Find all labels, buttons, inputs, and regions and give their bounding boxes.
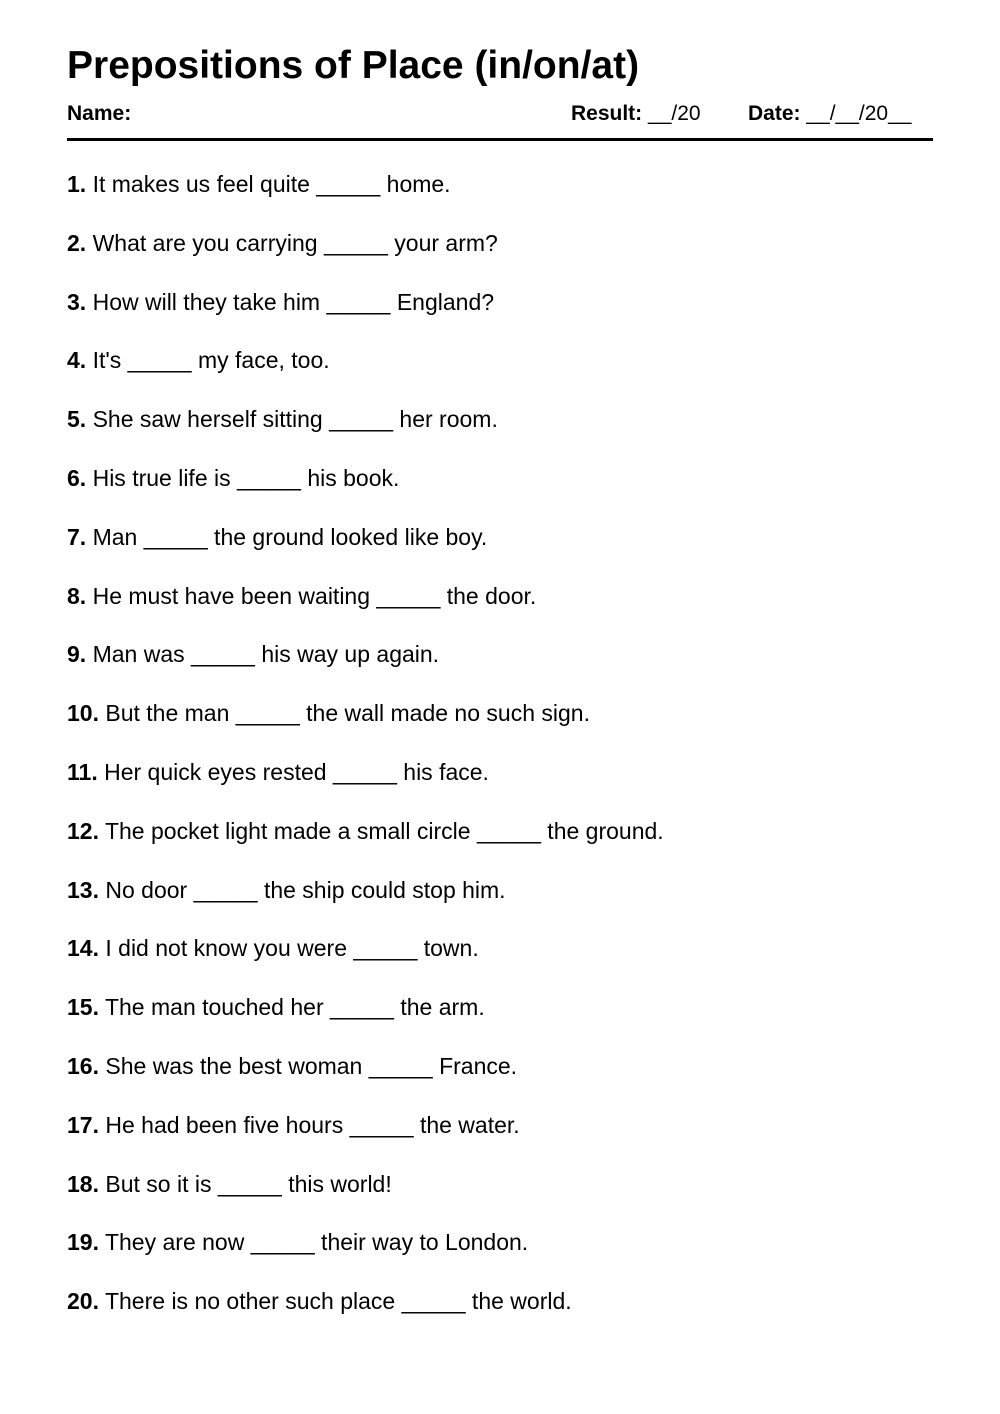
question-text: How will they take him _____ England?: [92, 288, 495, 315]
question-number: 17.: [67, 1111, 99, 1138]
question-number: 2.: [67, 229, 87, 256]
result-label: Result:: [571, 102, 643, 125]
question-text: He had been five hours _____ the water.: [105, 1111, 520, 1138]
result-field: [571, 102, 701, 126]
question-item: [67, 934, 664, 993]
question-item: [67, 1228, 664, 1287]
question-text: But the man _____ the wall made no such sign.: [105, 700, 590, 727]
question-item: [67, 993, 664, 1052]
question-number: 6.: [67, 464, 87, 491]
question-text: It makes us feel quite _____ home.: [92, 171, 451, 197]
question-item: [67, 170, 664, 229]
question-number: 5.: [67, 406, 87, 433]
question-text: She saw herself sitting _____ her room.: [92, 406, 498, 433]
question-number: 3.: [67, 288, 87, 315]
question-number: 11.: [67, 758, 98, 785]
question-text: There is no other such place _____ the world.: [104, 1288, 572, 1315]
question-item: [67, 1287, 664, 1346]
question-number: 16.: [67, 1052, 99, 1079]
question-item: [67, 288, 664, 347]
question-number: 10.: [67, 700, 99, 727]
result-value: __/20: [648, 102, 701, 125]
question-item: [67, 346, 664, 405]
question-text: She was the best woman _____ France.: [105, 1052, 518, 1079]
question-item: [67, 699, 664, 758]
question-text: His true life is _____ his book.: [92, 464, 400, 491]
question-item: [67, 464, 664, 523]
question-text: The pocket light made a small circle _____ the ground.: [104, 817, 664, 844]
question-list: [67, 170, 664, 1346]
question-text: It's _____ my face, too.: [92, 347, 330, 374]
question-text: No door _____ the ship could stop him.: [105, 876, 506, 903]
question-number: 14.: [67, 935, 99, 962]
question-number: 18.: [67, 1170, 99, 1197]
header-divider: [67, 138, 933, 141]
question-item: [67, 640, 664, 699]
question-item: [67, 582, 664, 641]
question-item: [67, 229, 664, 288]
question-text: Her quick eyes rested _____ his face.: [104, 758, 489, 785]
question-number: 4.: [67, 347, 87, 374]
question-number: 13.: [67, 876, 99, 903]
question-number: 7.: [67, 523, 87, 550]
question-text: Man _____ the ground looked like boy.: [92, 523, 488, 550]
question-number: 12.: [67, 817, 99, 844]
question-text: They are now _____ their way to London.: [104, 1229, 529, 1256]
question-number: 9.: [67, 641, 87, 668]
question-text: He must have been waiting _____ the door.: [92, 582, 537, 609]
question-number: 8.: [67, 582, 87, 609]
question-text: What are you carrying _____ your arm?: [92, 229, 498, 256]
question-item: [67, 523, 664, 582]
question-number: 20.: [67, 1288, 99, 1315]
question-item: [67, 405, 664, 464]
question-text: The man touched her _____ the arm.: [104, 994, 485, 1021]
question-item: [67, 758, 664, 817]
question-number: 15.: [67, 994, 99, 1021]
worksheet-title: Prepositions of Place (in/on/at): [67, 44, 640, 87]
question-text: Man was _____ his way up again.: [92, 641, 440, 668]
date-value: __/__/20__: [806, 102, 912, 125]
question-item: [67, 876, 664, 935]
question-item: [67, 1170, 664, 1229]
question-number: 1.: [67, 171, 87, 197]
question-number: 19.: [67, 1229, 99, 1256]
name-label: Name:: [67, 102, 132, 125]
question-item: [67, 1111, 664, 1170]
date-label: Date:: [748, 102, 801, 125]
question-text: I did not know you were _____ town.: [105, 935, 479, 962]
question-text: But so it is _____ this world!: [105, 1170, 392, 1197]
name-field: [67, 102, 131, 126]
question-item: [67, 817, 664, 876]
date-field: [748, 102, 911, 126]
question-item: [67, 1052, 664, 1111]
